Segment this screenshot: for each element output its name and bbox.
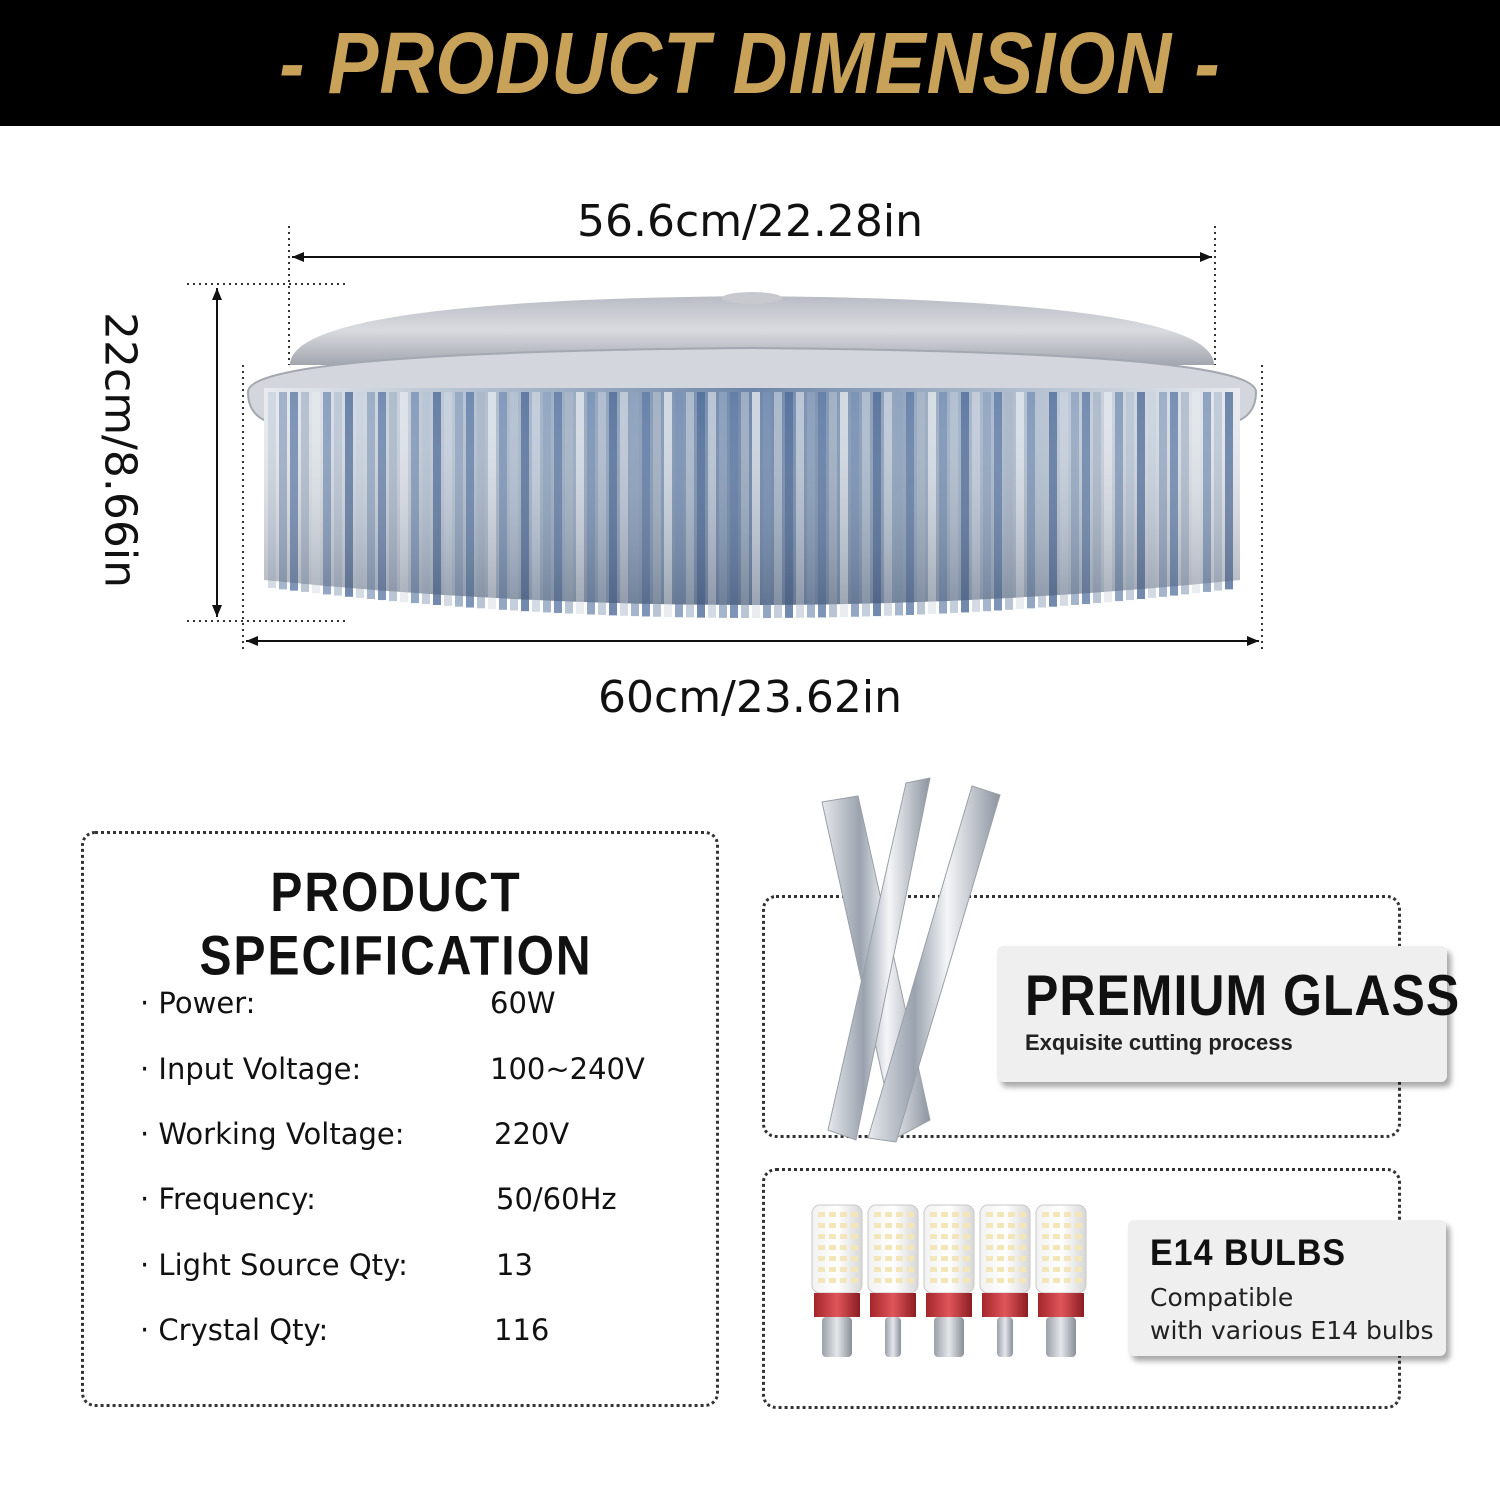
- premium-glass-subtitle: Exquisite cutting process: [1025, 1030, 1293, 1055]
- spec-value-power: 60W: [490, 986, 556, 1020]
- spec-value-working-voltage: 220V: [494, 1117, 570, 1151]
- spec-label-power: · Power:: [140, 986, 256, 1020]
- top-width-label: 56.6cm/22.28in: [577, 196, 923, 247]
- spec-value-frequency: 50/60Hz: [496, 1182, 617, 1216]
- e14-bulbs-line1: Compatible: [1150, 1283, 1294, 1312]
- spec-value-input-voltage: 100~240V: [490, 1052, 645, 1086]
- e14-bulbs-title: E14 BULBS: [1150, 1232, 1347, 1274]
- spec-label-light-source-qty: · Light Source Qty:: [140, 1248, 408, 1282]
- e14-bulbs-line2: with various E14 bulbs: [1150, 1316, 1434, 1345]
- spec-label-working-voltage: · Working Voltage:: [140, 1117, 405, 1151]
- spec-label-input-voltage: · Input Voltage:: [140, 1052, 362, 1086]
- premium-glass-title: PREMIUM GLASS: [1025, 963, 1461, 1028]
- spec-value-crystal-qty: 116: [494, 1313, 550, 1347]
- height-label: 22cm/8.66in: [94, 312, 146, 588]
- specification-title: PRODUCT SPECIFICATION: [199, 862, 593, 988]
- spec-label-frequency: · Frequency:: [140, 1182, 316, 1216]
- spec-value-light-source-qty: 13: [496, 1248, 533, 1282]
- bottom-width-label: 60cm/23.62in: [598, 672, 902, 723]
- spec-label-crystal-qty: · Crystal Qty:: [140, 1313, 329, 1347]
- page-title: - PRODUCT DIMENSION -: [279, 14, 1221, 112]
